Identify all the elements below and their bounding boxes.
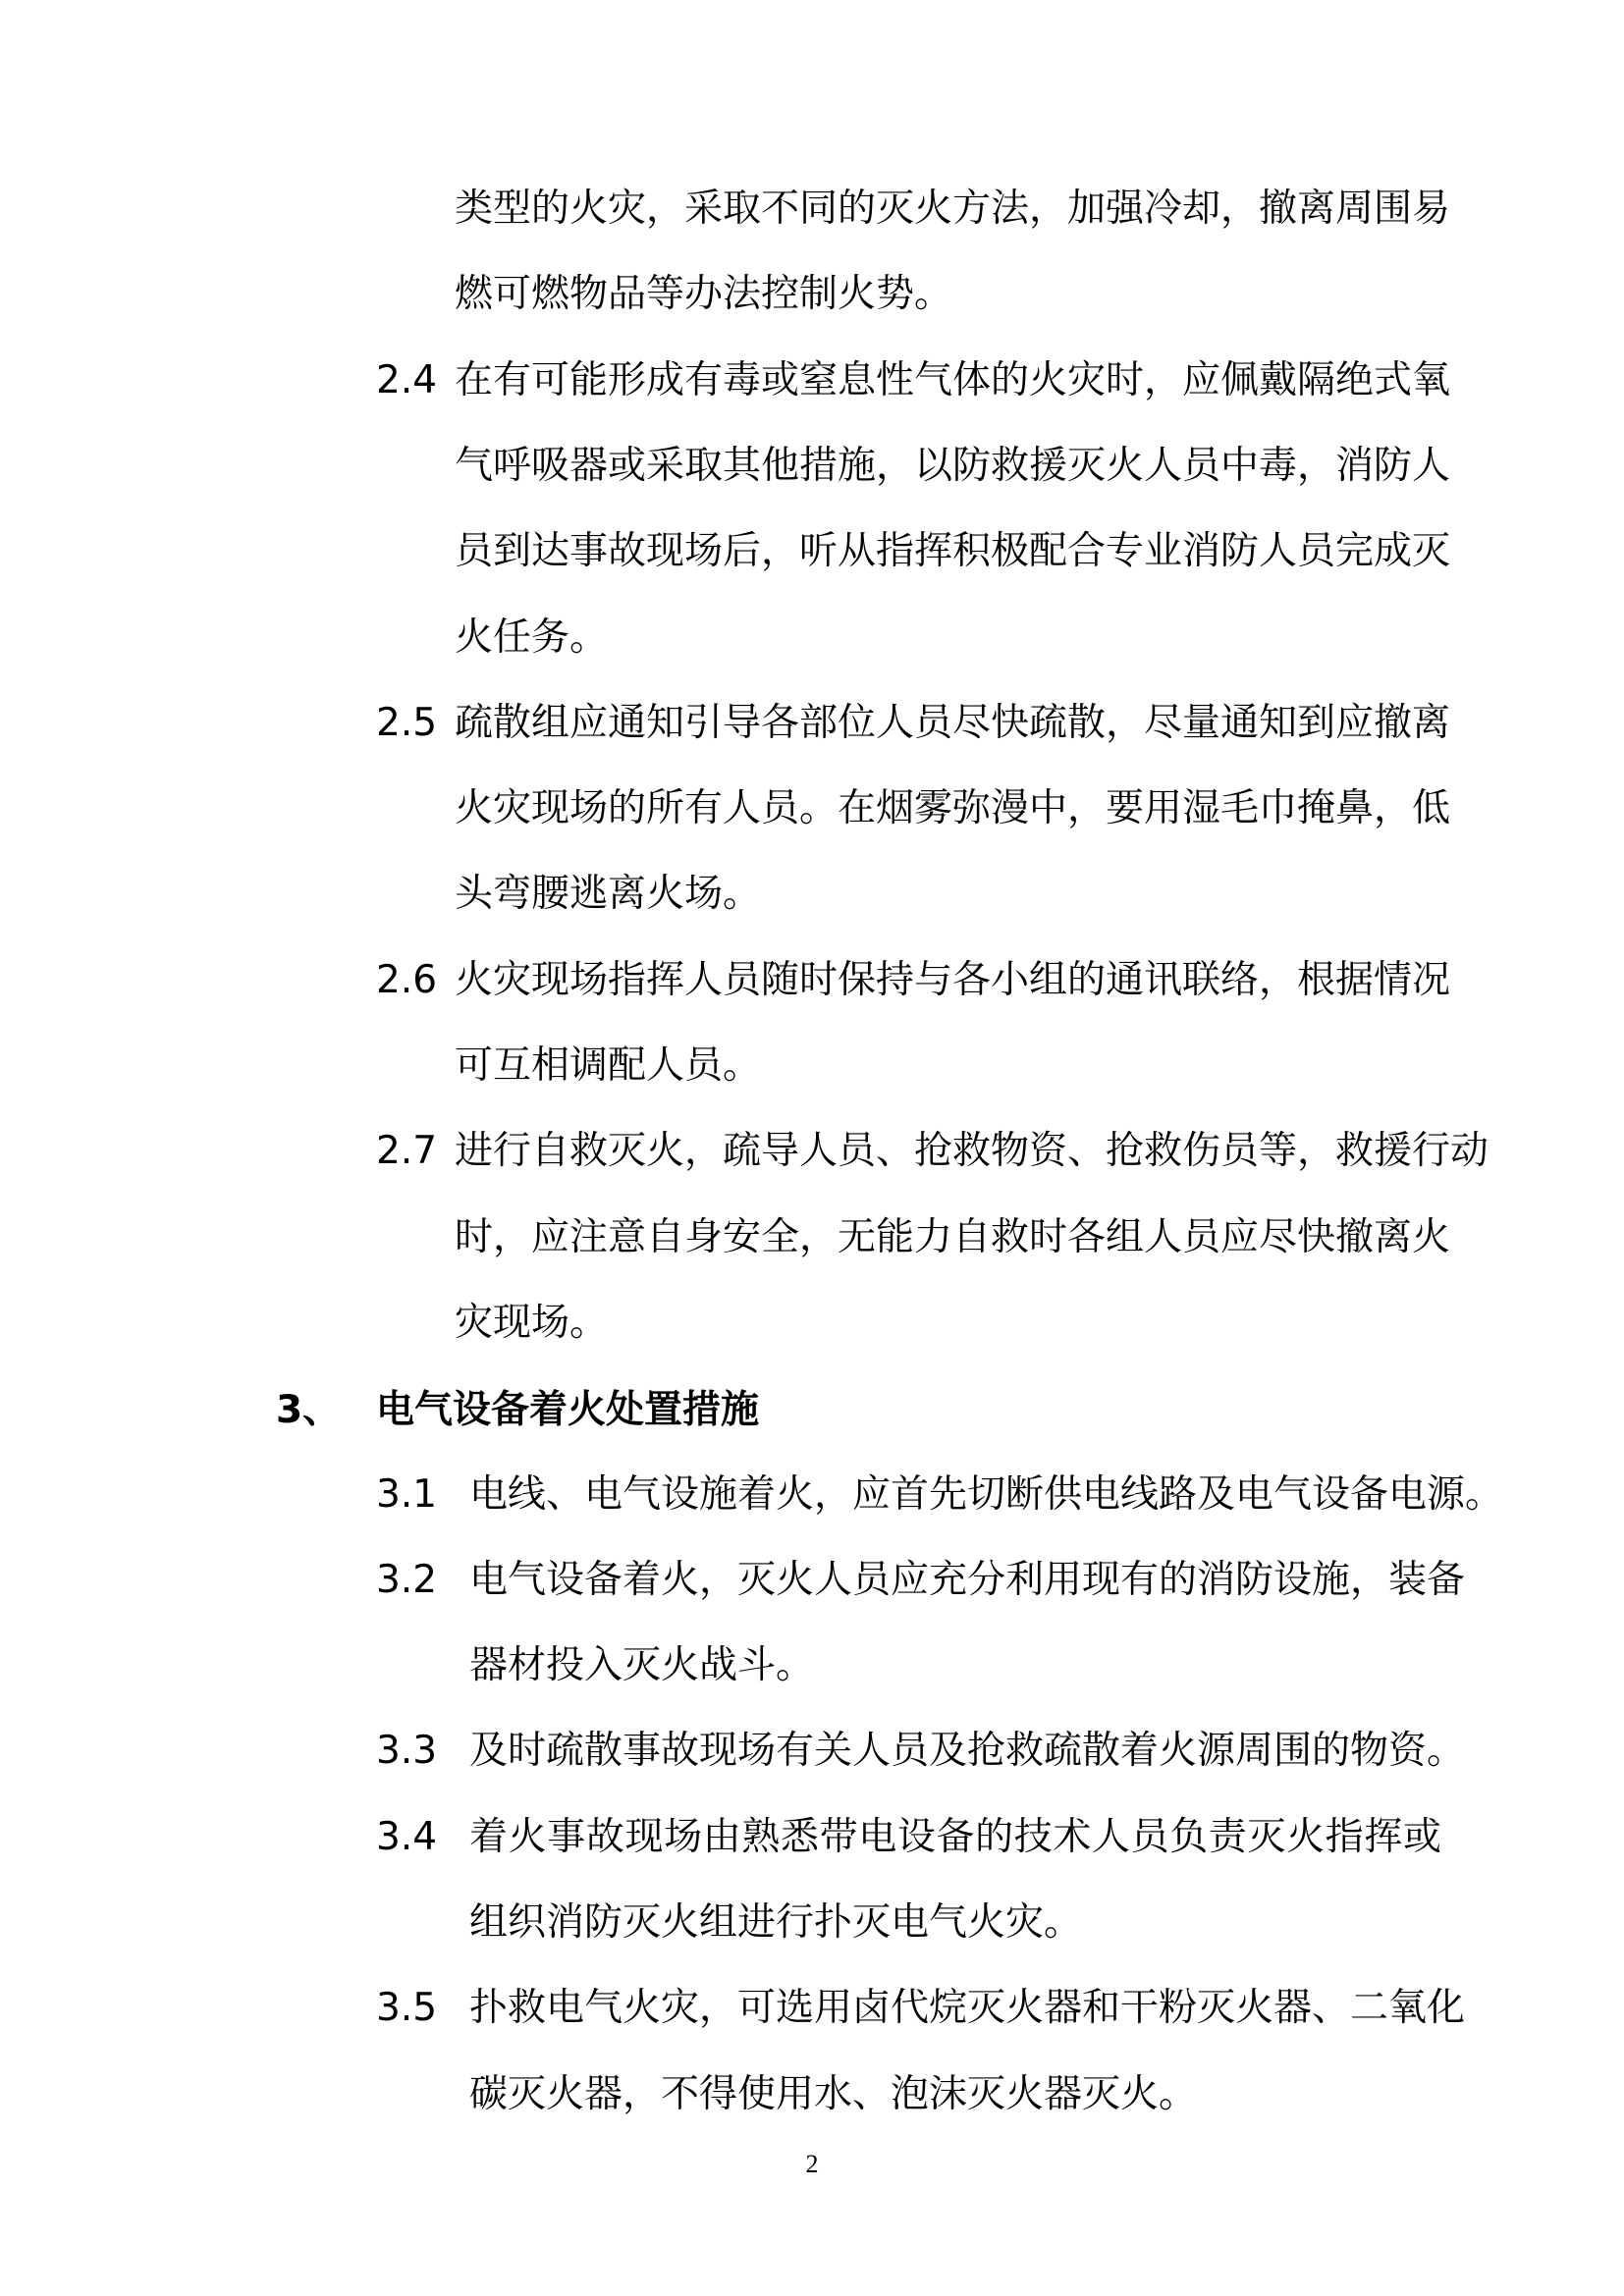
paragraph-line: 及时疏散事故现场有关人员及抢救疏散着火源周围的物资。 bbox=[469, 1729, 1466, 1774]
item-number: 3.5 bbox=[376, 1986, 438, 2031]
paragraph-line: 在有可能形成有毒或窒息性气体的火灾时，应佩戴隔绝式氧 bbox=[455, 357, 1451, 402]
paragraph-line: 头弯腰逃离火场。 bbox=[455, 872, 762, 917]
paragraph-line: 火灾现场的所有人员。在烟雾弥漫中，要用湿毛巾掩鼻，低 bbox=[455, 786, 1451, 831]
page-number: 2 bbox=[805, 2150, 819, 2178]
paragraph-line: 疏散组应通知引导各部位人员尽快疏散，尽量通知到应撤离 bbox=[455, 700, 1451, 745]
paragraph-line: 燃可燃物品等办法控制火势。 bbox=[455, 272, 953, 317]
paragraph-line: 进行自救灭火，疏导人员、抢救物资、抢救伤员等，救援行动 bbox=[455, 1129, 1489, 1174]
item-number: 3.4 bbox=[376, 1814, 438, 1859]
paragraph-line: 员到达事故现场后，听从指挥积极配合专业消防人员完成灭 bbox=[455, 529, 1451, 574]
paragraph-line: 类型的火灾，采取不同的灭火方法，加强冷却，撤离周围易 bbox=[455, 187, 1451, 231]
paragraph-line: 时，应注意自身安全，无能力自救时各组人员应尽快撤离火 bbox=[455, 1214, 1451, 1259]
item-number: 2.6 bbox=[376, 957, 438, 1002]
paragraph-line: 电线、电气设施着火，应首先切断供电线路及电气设备电源。 bbox=[469, 1471, 1504, 1517]
item-number: 2.7 bbox=[376, 1129, 438, 1174]
paragraph-line: 灾现场。 bbox=[455, 1300, 609, 1345]
paragraph-line: 着火事故现场由熟悉带电设备的技术人员负责灭火指挥或 bbox=[469, 1814, 1441, 1859]
section-heading: 电气设备着火处置措施 bbox=[376, 1388, 760, 1433]
paragraph-line: 电气设备着火，灭火人员应充分利用现有的消防设施，装备 bbox=[469, 1557, 1466, 1602]
paragraph-line: 器材投入灭火战斗。 bbox=[469, 1643, 815, 1688]
paragraph-line: 气呼吸器或采取其他措施，以防救援灭火人员中毒，消防人 bbox=[455, 443, 1451, 488]
paragraph-line: 碳灭火器，不得使用水、泡沫灭火器灭火。 bbox=[469, 2071, 1198, 2116]
item-number: 3.3 bbox=[376, 1729, 438, 1774]
paragraph-line: 火灾现场指挥人员随时保持与各小组的通讯联络，根据情况 bbox=[455, 957, 1451, 1002]
section-number: 3、 bbox=[276, 1388, 342, 1433]
item-number: 2.4 bbox=[376, 357, 438, 402]
paragraph-line: 扑救电气火灾，可选用卤代烷灭火器和干粉灭火器、二氧化 bbox=[469, 1986, 1466, 2031]
item-number: 3.2 bbox=[376, 1557, 438, 1602]
item-number: 3.1 bbox=[376, 1471, 438, 1517]
paragraph-line: 组织消防灭火组进行扑灭电气火灾。 bbox=[469, 1900, 1083, 1945]
paragraph-line: 可互相调配人员。 bbox=[455, 1043, 762, 1088]
item-number: 2.5 bbox=[376, 700, 438, 745]
paragraph-line: 火任务。 bbox=[455, 614, 609, 660]
